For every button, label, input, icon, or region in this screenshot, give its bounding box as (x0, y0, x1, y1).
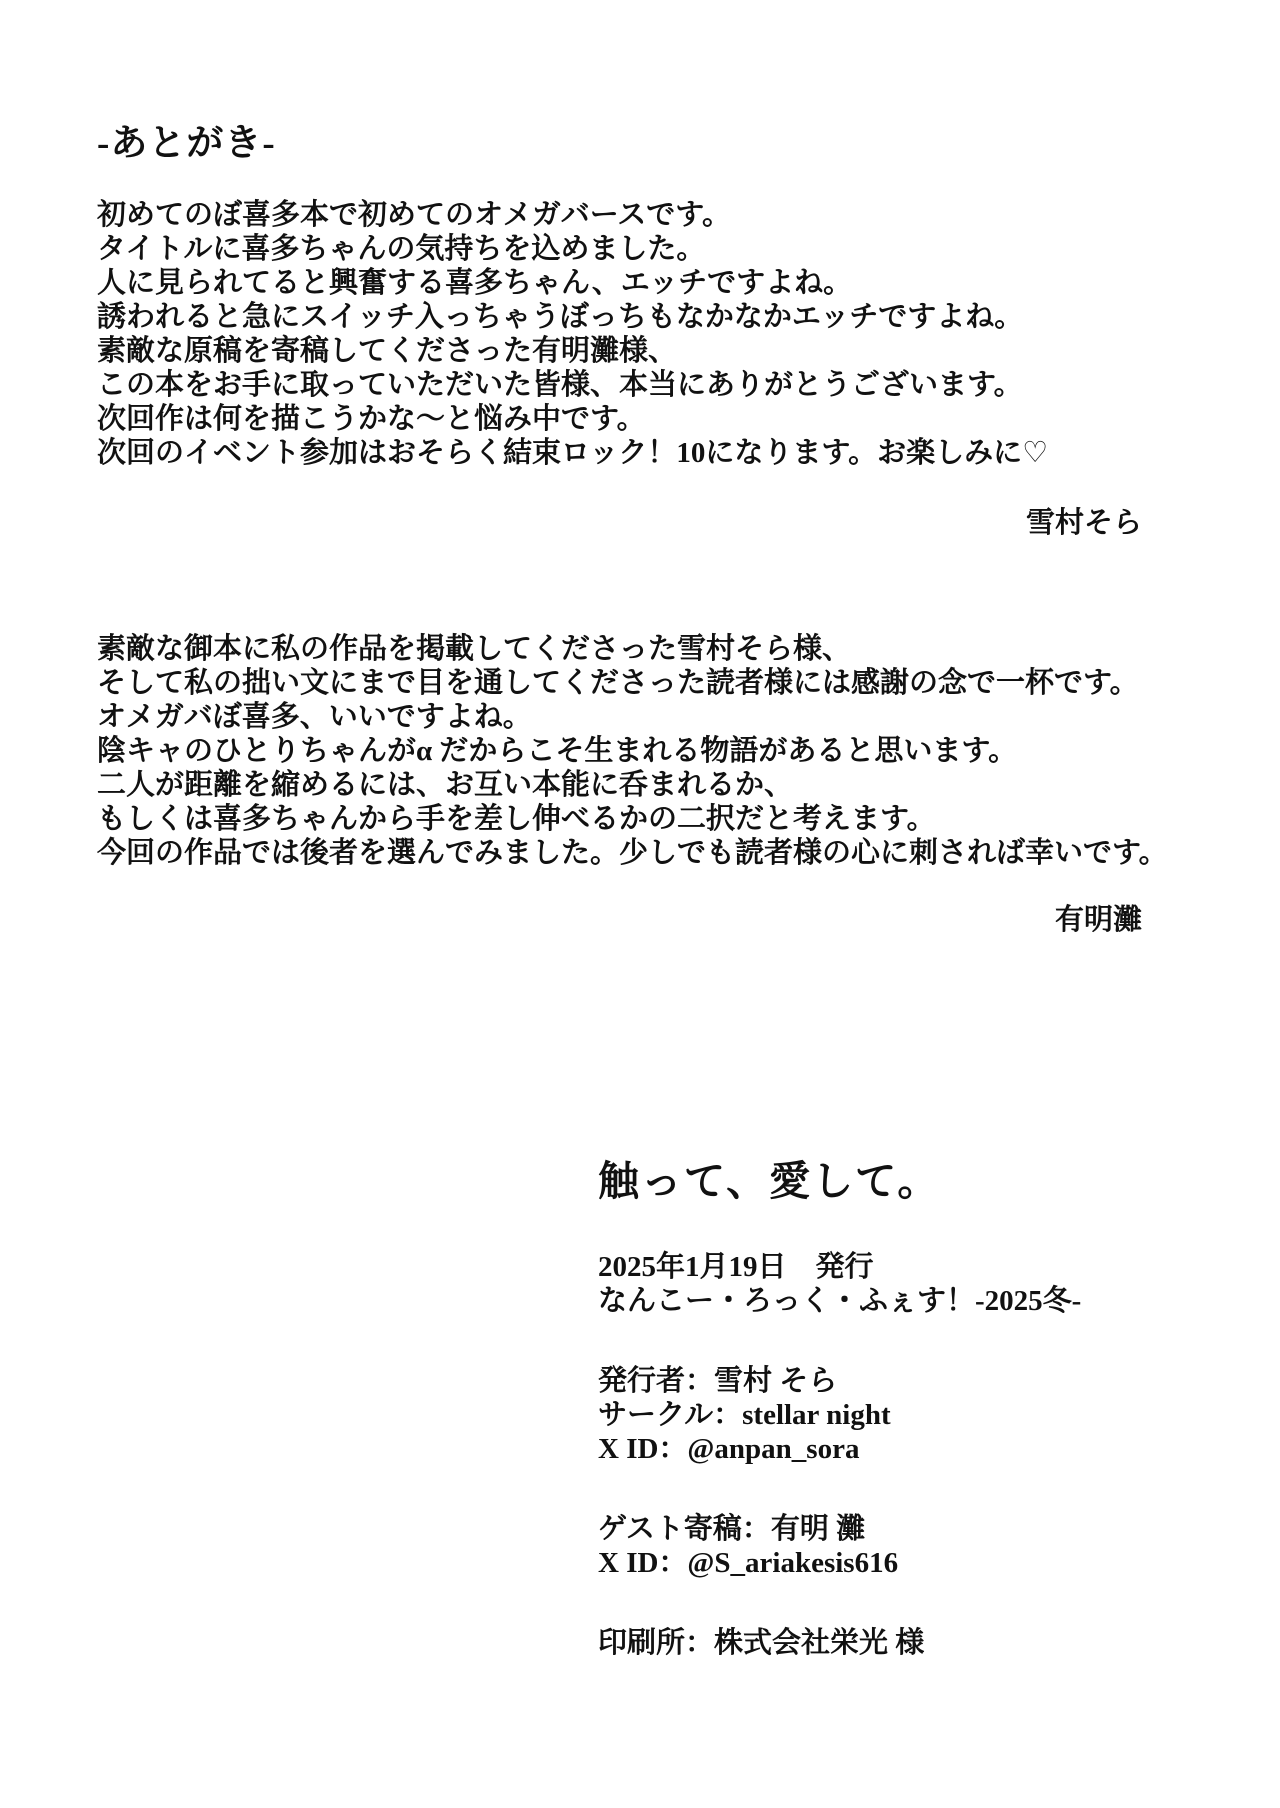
author-note-line: 次回のイベント参加はおそらく結束ロック！10になります。お楽しみに♡ (97, 437, 1049, 469)
author-note-line: 誘われると急にスイッチ入っちゃうぼっちもなかなかエッチですよね。 (97, 301, 1024, 333)
author-note-line: この本をお手に取っていただいた皆様、本当にありがとうございます。 (97, 369, 1023, 401)
publisher-line: 発行者：雪村 そら (598, 1365, 838, 1397)
author-note-line: 人に見られてると興奮する喜多ちゃん、エッチですよね。 (97, 267, 853, 299)
guest-x-id-line: X ID：@S_ariakesis616 (598, 1547, 899, 1579)
publisher-x-id-line: X ID：@anpan_sora (598, 1433, 860, 1465)
guest-note-line: 二人が距離を縮めるには、お互い本能に呑まれるか、 (97, 769, 794, 801)
author-signature: 雪村そら (1025, 507, 1142, 539)
colophon (598, 1158, 1082, 1660)
guest-note-line: もしくは喜多ちゃんから手を差し伸べるかの二択だと考えます。 (97, 803, 936, 835)
author-note-line: タイトルに喜多ちゃんの気持ちを込めました。 (97, 233, 706, 265)
guest-signature: 有明灘 (1054, 904, 1142, 936)
guest-note-line: オメガバぼ喜多、いいですよね。 (97, 701, 532, 733)
guest-note-line: 陰キャのひとりちゃんがα だからこそ生まれる物語があると思います。 (97, 735, 1018, 767)
guest-note-paragraph (97, 632, 1168, 870)
guest-note-line: 素敵な御本に私の作品を掲載してくださった雪村そら様、 (97, 633, 852, 665)
printer-line: 印刷所：株式会社栄光 様 (598, 1627, 925, 1659)
author-note-paragraph (97, 198, 1048, 470)
guest-credit-line: ゲスト寄稿：有明 灘 (598, 1513, 866, 1545)
publication-date: 2025年1月19日 発行 (598, 1251, 874, 1283)
author-note-line: 素敵な原稿を寄稿してくださった有明灘様、 (97, 335, 678, 367)
guest-note-line: そして私の拙い文にまで目を通してくださった読者様には感謝の念で一杯です。 (97, 667, 1139, 699)
author-note-line: 次回作は何を描こうかな～と悩み中です。 (97, 403, 646, 435)
guest-block (598, 1512, 1081, 1580)
event-name: なんこー・ろっく・ふぇす！-2025冬- (598, 1285, 1082, 1317)
publisher-block (598, 1364, 1081, 1466)
guest-note-line: 今回の作品では後者を選んでみました。少しでも読者様の心に刺されば幸いです。 (97, 837, 1168, 869)
author-note-line: 初めてのぼ喜多本で初めてのオメガバースです。 (97, 199, 731, 231)
doujin-title: 触って、愛して。 (598, 1158, 941, 1204)
afterword-heading: -あとがき- (97, 123, 276, 164)
publication-block (598, 1250, 1081, 1318)
circle-line: サークル：stellar night (598, 1399, 891, 1431)
